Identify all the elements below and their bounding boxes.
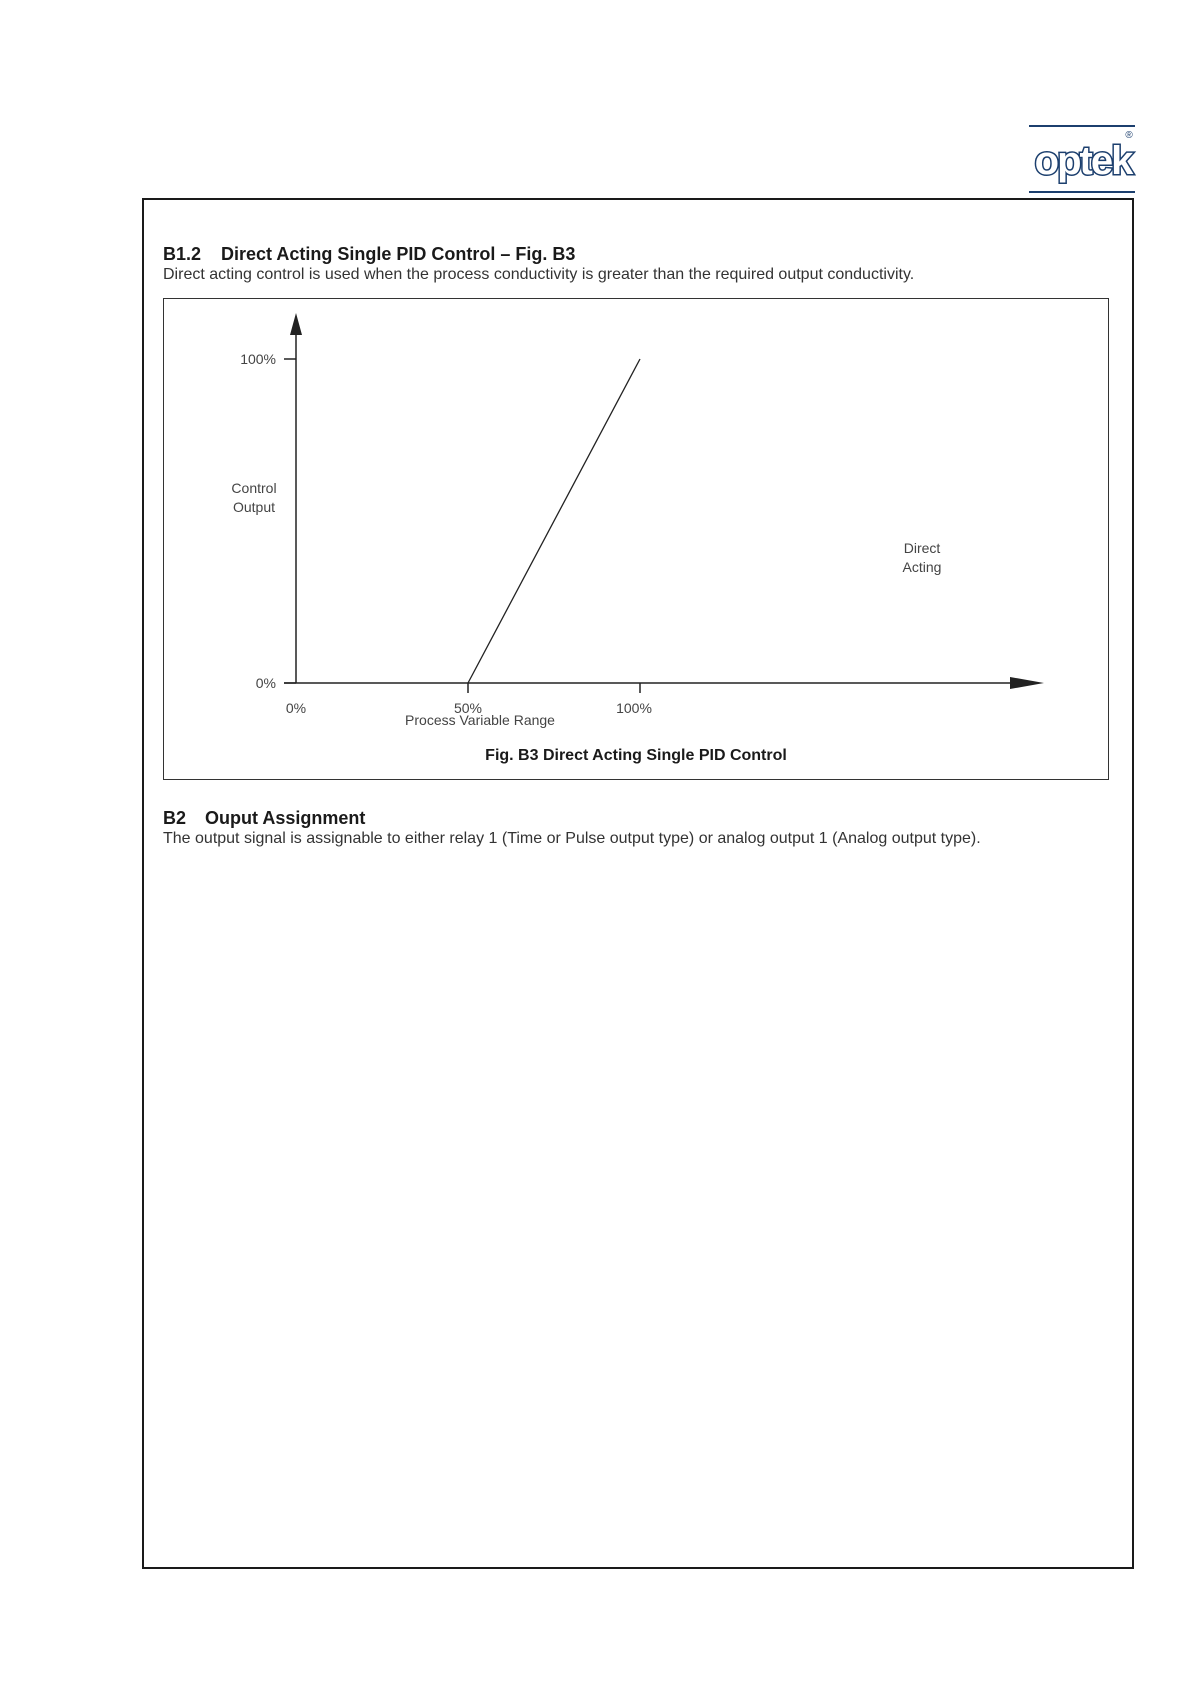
x-axis-label: Process Variable Range xyxy=(405,712,555,728)
chart-plot xyxy=(164,299,1110,781)
series-line-direct-acting xyxy=(468,359,640,683)
y-axis-arrow xyxy=(290,313,302,335)
section-number: B2 xyxy=(163,808,187,828)
annotation-line1: Direct xyxy=(903,540,941,556)
y-axis-label-line2: Output xyxy=(232,499,276,515)
x-tick-label: 0% xyxy=(285,700,307,716)
figure-caption: Fig. B3 Direct Acting Single PID Control xyxy=(485,747,787,764)
x-tick-label: 50% xyxy=(453,700,483,716)
logo-text: optek xyxy=(1034,139,1132,183)
optek-logo xyxy=(1027,124,1137,194)
figure-b3 xyxy=(163,298,1109,780)
section-b2-heading xyxy=(163,808,365,829)
section-title: Ouput Assignment xyxy=(205,808,366,828)
y-axis-label-line1: Control xyxy=(231,480,277,496)
y-tick-label: 0% xyxy=(255,675,276,691)
section-title: Direct Acting Single PID Control – Fig. B3 xyxy=(221,244,576,264)
section-b1-2-heading xyxy=(163,244,575,265)
annotation-line2: Acting xyxy=(902,559,942,575)
logo-graphic xyxy=(1027,124,1137,194)
section-b2-text: The output signal is assignable to either relay 1 (Time or Pulse output type) or analog output 1 (Analog output type). xyxy=(163,830,981,847)
y-tick-label: 100% xyxy=(240,351,276,367)
section-number: B1.2 xyxy=(163,244,202,264)
x-axis-arrow xyxy=(1010,677,1044,689)
logo-registered-mark: ® xyxy=(1125,130,1133,141)
x-tick-label: 100% xyxy=(616,700,652,716)
section-b1-2-text: Direct acting control is used when the process conductivity is greater than the required output conductivity. xyxy=(163,266,915,283)
